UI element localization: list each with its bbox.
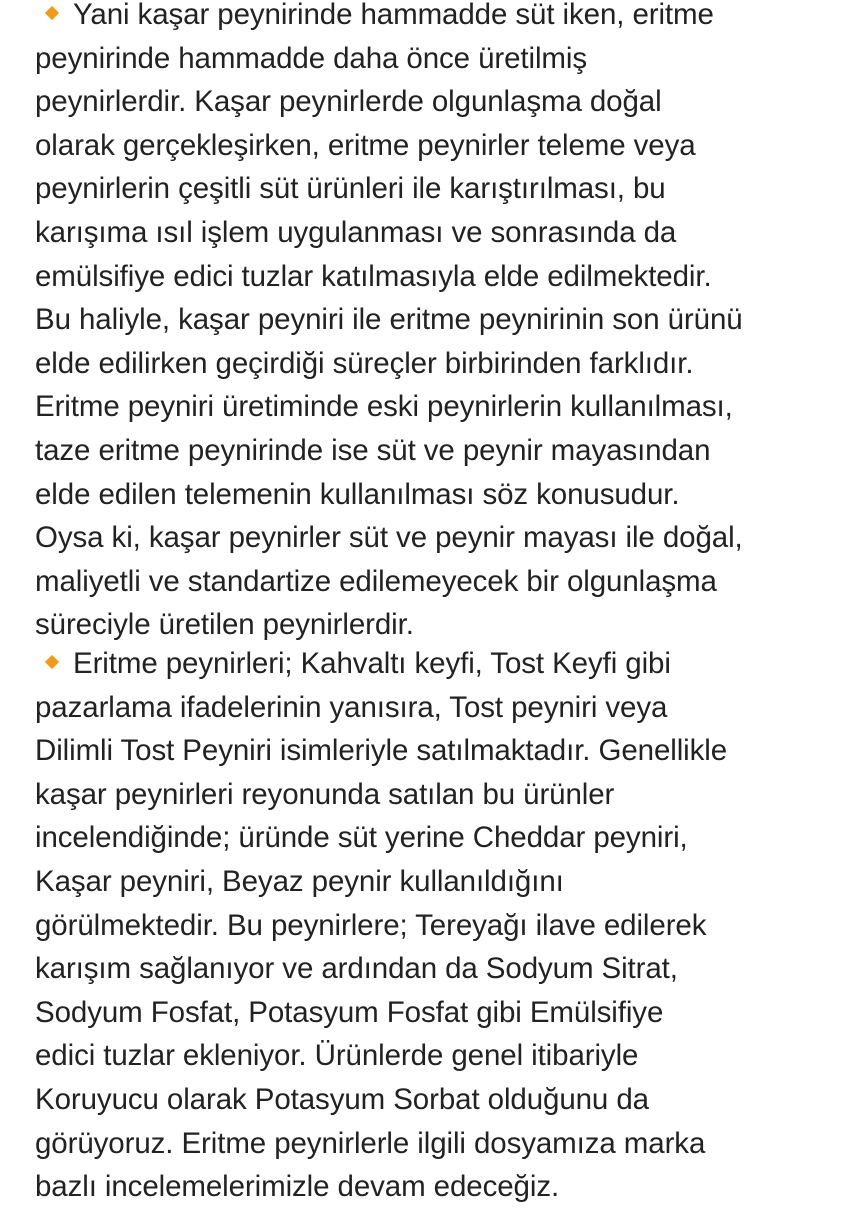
text-line: görülmektedir. Bu peynirlere; Tereyağı ilave edilerek [35,908,707,942]
text-line: incelendiğinde; üründe süt yerine Cheddar peyniri, [35,821,688,855]
paragraph-1 [35,0,843,647]
text-line: karışıma ısıl işlem uygulanması ve sonrasında da [35,215,677,249]
text-line: taze eritme peynirinde ise süt ve peynir mayasından [35,433,711,467]
diamond-bullet-icon [45,655,59,669]
text-line: edici tuzlar ekleniyor. Ürünlerde genel itibariyle [35,1039,639,1073]
text-line: Bu haliyle, kaşar peyniri ile eritme peynirinin son ürünü [35,303,743,337]
text-line: karışım sağlanıyor ve ardından da Sodyum Sitrat, [35,952,678,986]
text-line: elde edilen telemenin kullanılması söz konusudur. [35,477,680,511]
text-line: maliyetli ve standartize edilemeyecek bir olgunlaşma [35,564,717,598]
text-line: peynirlerdir. Kaşar peynirlerde olgunlaşma doğal [35,85,662,119]
text-line: Dilimli Tost Peyniri isimleriyle satılmaktadır. Genellikle [35,734,728,768]
text-line: Sodyum Fosfat, Potasyum Fosfat gibi Emülsifiye [35,995,664,1029]
text-line: peynirinde hammadde daha önce üretilmiş [35,41,588,75]
text-line: süreciyle üretilen peynirlerdir. [35,608,414,642]
text-line: Oysa ki, kaşar peynirler süt ve peynir mayası ile doğal, [35,521,743,555]
diamond-bullet-icon [45,6,59,20]
text-line: olarak gerçekleşirken, eritme peynirler teleme veya [35,128,696,162]
text-line: emülsifiye edici tuzlar katılmasıyla elde edilmektedir. [35,259,712,293]
text-line: elde edilirken geçirdiği süreçler birbirinden farklıdır. [35,346,694,380]
text-line: Yani kaşar peynirinde hammadde süt iken, eritme [35,0,843,37]
paragraph-2 [35,642,843,1209]
text-line: pazarlama ifadelerinin yanısıra, Tost peyniri veya [35,690,668,724]
text-line: Eritme peynirleri; Kahvaltı keyfi, Tost Keyfi gibi [35,642,843,686]
text-line: Koruyucu olarak Potasyum Sorbat olduğunu da [35,1082,649,1116]
text-line: Eritme peyniri üretiminde eski peynirlerin kullanılması, [35,390,733,424]
text-line: bazlı incelemelerimizle devam edeceğiz. [35,1170,560,1204]
text-line: peynirlerin çeşitli süt ürünleri ile karıştırılması, bu [35,172,666,206]
text-line: Kaşar peyniri, Beyaz peynir kullanıldığını [35,864,564,898]
text-line: kaşar peynirleri reyonunda satılan bu ürünler [35,777,615,811]
text-line: görüyoruz. Eritme peynirlerle ilgili dosyamıza marka [35,1126,706,1160]
